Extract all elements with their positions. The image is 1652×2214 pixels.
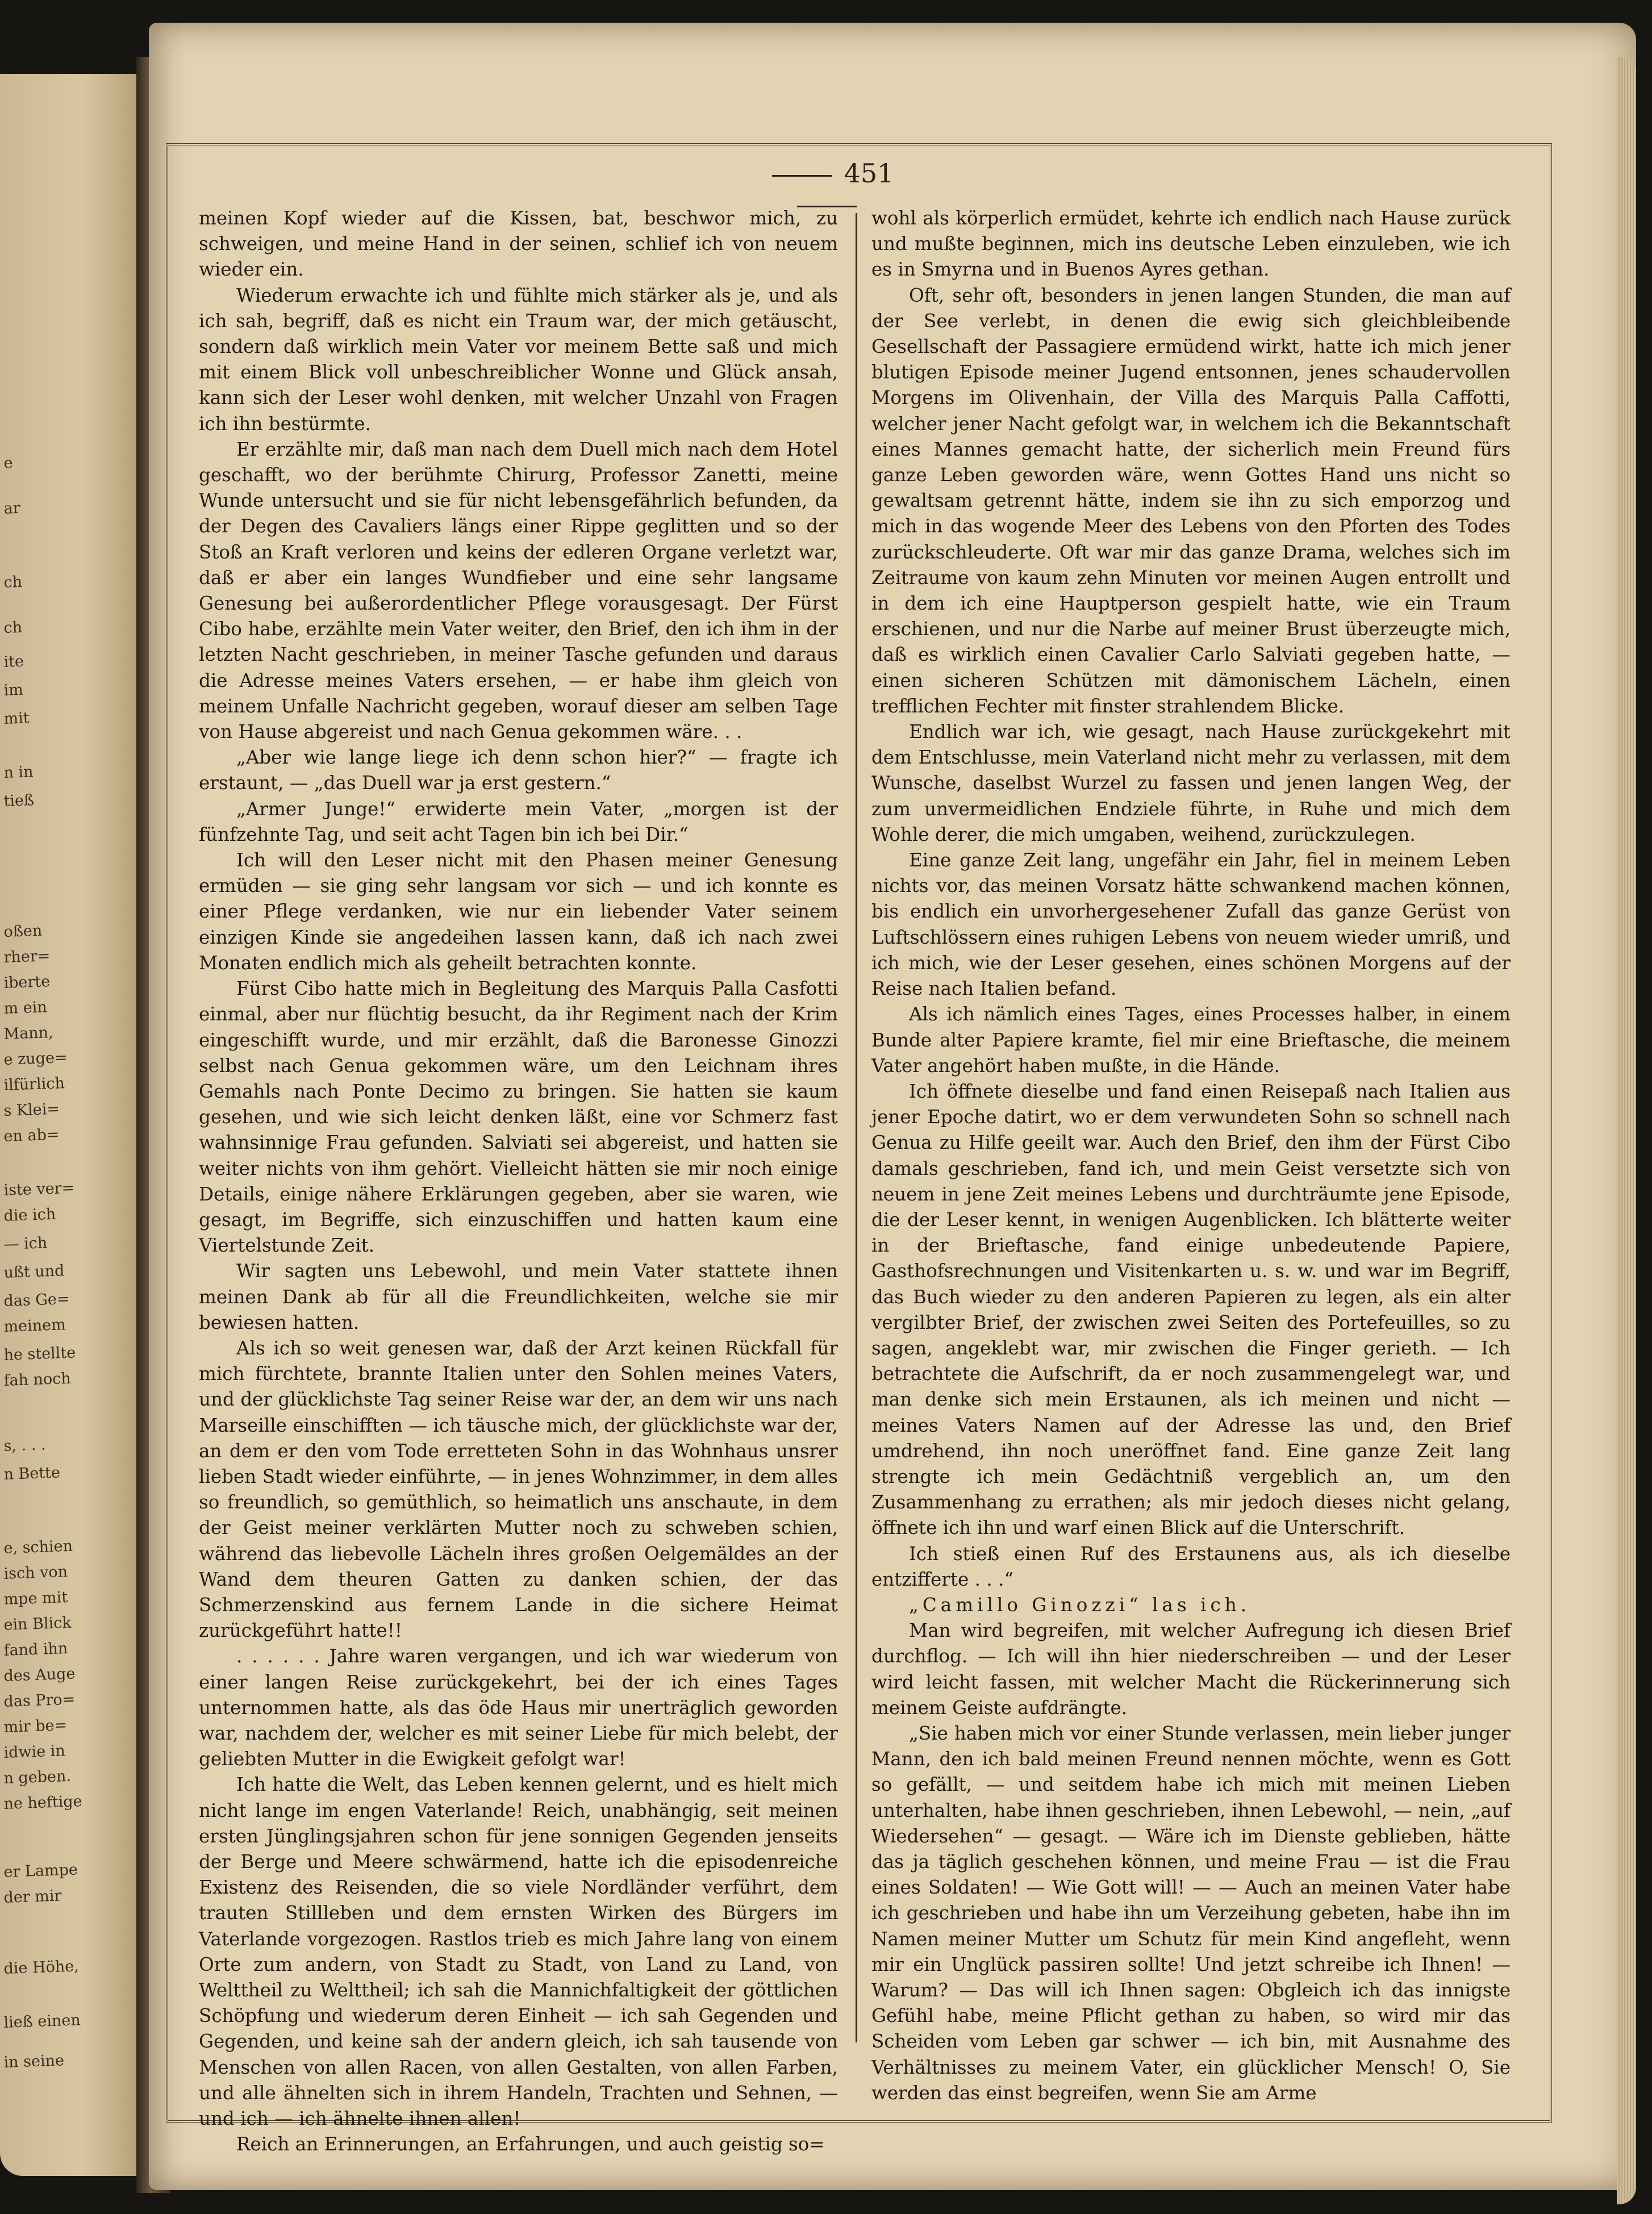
left-page-text-fragment: ch xyxy=(3,573,23,591)
left-page-text-fragment: mir be= xyxy=(3,1716,68,1736)
left-page-text-fragment: e zuge= xyxy=(3,1049,68,1069)
left-page-text-fragment: fah noch xyxy=(3,1369,72,1390)
left-page-text-fragment: in seine xyxy=(3,2052,65,2071)
paragraph: Als ich nämlich eines Tages, eines Processes halber, in einem Bunde alter Papiere kramte, fiel mir eine Brieftasche, die meinem Vater angehört haben mußte, in die Hände. xyxy=(871,1003,1511,1077)
left-page-text-fragment: ite xyxy=(3,652,24,671)
left-page-text-fragment: des Auge xyxy=(3,1665,76,1685)
left-page-text-fragment: meinem xyxy=(3,1316,66,1336)
left-page-text-fragment: — ich xyxy=(3,1234,48,1253)
left-page-text-fragment: ch xyxy=(3,618,23,637)
paragraph: Wiederum erwachte ich und fühlte mich stärker als je, und als ich sah, begriff, daß es nicht ein Traum war, der mich getäuscht, sondern daß wirklich mein Vater vor meinem Bette saß und mich mit einem Blick voll unbeschreiblicher Wonne und Glück ansah, kann sich der Leser wohl denken, mit welcher Unzahl von Fragen ich ihn bestürmte. xyxy=(199,284,838,435)
left-page-text-fragment: ilfürlich xyxy=(3,1074,65,1094)
left-page-text-fragment: isch von xyxy=(3,1563,68,1583)
left-page-text-fragment: iberte xyxy=(3,973,51,992)
column-divider xyxy=(856,213,857,2042)
left-page-text-fragment: n in xyxy=(3,763,34,782)
paragraph: Ich öffnete dieselbe und fand einen Reisepaß nach Italien aus jener Epoche datirt, wo er dem verwundeten Sohn so schnell nach Genua zu Hilfe geeilt war. Auch den Brief, den ihm der Fürst Cibo damals geschrieben, fand ich, und mein Geist versetzte sich von neuem in jene Zeit meines Lebens und durchträumte jene Episode, die der Leser kennt, in wenigen Augenblicken. Ich blätterte weiter in der Brieftasche, fand einige unbedeutende Papiere, Gasthofsrechnungen und Visitenkarten u. s. w. und war im Begriff, das Buch wieder zu den anderen Papieren zu legen, als ein alter vergilbter Brief, der zwischen zwei Seiten des Portefeuilles, so zu sagen, angeklebt war, mir zwischen die Finger gerieth. — Ich betrachtete die Aufschrift, da er noch zusammengelegt war, und man denke sich mein Erstaunen, als ich meinen und nicht — meines Vaters Namen auf der Adresse las und, den Brief umdrehend, ihn noch uneröffnet fand. Eine ganze Zeit lang strengte ich mein Gedächtniß vergeblich an, um den Zusammenhang zu errathen; als mir jedoch dieses nicht gelang, öffnete ich ihn und warf einen Blick auf die Unterschrift. xyxy=(871,1080,1511,1539)
paragraph: Endlich war ich, wie gesagt, nach Hause zurückgekehrt mit dem Entschlusse, mein Vaterland nicht mehr zu verlassen, mit dem Wunsche, daselbst Wurzel zu fassen und jenen langen Weg, der zum unvermeidlichen Endziele führte, in Ruhe und mich dem Wohle derer, die mich umgaben, weihend, zurückzulegen. xyxy=(871,721,1511,845)
left-page-text-fragment: ein Blick xyxy=(3,1613,72,1634)
left-page-text-fragment: ne heftige xyxy=(3,1792,83,1813)
left-page-text-fragment: mit xyxy=(3,709,30,728)
paragraph: Ich will den Leser nicht mit den Phasen meiner Genesung ermüden — sie ging sehr langsam vor sich — und ich konnte es einer Pflege verdanken, wie nur ein liebender Vater seinem einzigen Kinde sie angedeihen lassen kann, daß ich nach zwei Monaten endlich mich als geheilt betrachten konnte. xyxy=(199,849,838,974)
paragraph: „Camillo Ginozzi“ las ich. xyxy=(909,1594,1251,1616)
paragraph: meinen Kopf wieder auf die Kissen, bat, beschwor mich, zu schweigen, und meine Hand in der seinen, schlief ich von neuem wieder ein. xyxy=(199,207,838,281)
left-page-text-fragment: das Ge= xyxy=(3,1290,70,1310)
left-page-text-fragment: e, schien xyxy=(3,1537,73,1557)
left-page-text-fragment: rher= xyxy=(3,947,51,966)
left-page-text-fragment: ußt und xyxy=(3,1262,65,1282)
left-page-text-fragment: oßen xyxy=(3,922,43,941)
left-page-text-fragment: das Pro= xyxy=(3,1690,76,1711)
left-page-text-fragment: n geben. xyxy=(3,1767,72,1787)
left-page-text-fragment: fand ihn xyxy=(3,1640,68,1660)
left-page-text-fragment: die ich xyxy=(3,1205,56,1225)
paragraph: Eine ganze Zeit lang, ungefähr ein Jahr, fiel in meinem Leben nichts vor, das meinen Vorsatz hätte schwankend machen können, bis endlich ein unvorhergesehener Zufall das ganze Gerüst von Luftschlössern eines ruhigen Lebens von neuem wieder umriß, und ich mich, wie der Leser gesehen, eines schönen Morgens auf der Reise nach Italien befand. xyxy=(871,849,1511,1000)
paragraph: Als ich so weit genesen war, daß der Arzt keinen Rückfall für mich fürchtete, brannte Italien unter den Sohlen meines Vaters, und der glücklichste Tag seiner Reise war der, an dem wir uns nach Marseille einschifften — ich täusche mich, der glücklichste war der, an dem er den vom Tode erretteten Sohn in das Wohnhaus unsrer lieben Stadt wieder einführte, — in jenes Wohnzimmer, in dem alles so freundlich, so gemüthlich, so heimatlich uns anschaute, in dem der Geist meiner verklärten Mutter noch zu schweben schien, während das liebevolle Lächeln ihres großen Oelgemäldes an der Wand dem theuren Gatten zu danken schien, der das Schmerzenskind aus fernem Lande in die sichere Heimat zurückgeführt hatte!! xyxy=(199,1337,838,1642)
header-rule-left xyxy=(772,175,832,177)
left-page-text-fragment: im xyxy=(3,681,24,699)
left-page-text-fragment: m ein xyxy=(3,998,48,1018)
paragraph: „Sie haben mich vor einer Stunde verlassen, mein lieber junger Mann, den ich bald meinen Freund nennen möchte, wenn es Gott so gefällt, — und seitdem habe ich mich mit meinen Lieben unterhalten, habe ihnen geschrieben, ihnen Lebewohl, — nein, „auf Wiedersehen“ — gesagt. — Wäre ich im Dienste geblieben, hätte das ja täglich geschehen können, und meine Frau — ist die Frau eines Soldaten! — Wie Gott will! — — Auch an meinen Vater habe ich geschrieben und habe ihn um Verzeihung gebeten, habe ihn im Namen meiner Mutter um Schutz für mein Kind angefleht, wenn mir ein Unglück passiren sollte! Und jetzt schreibe ich Ihnen! — Warum? — Das will ich Ihnen sagen: Obgleich ich das innigste Gefühl habe, meine Pflicht gethan zu haben, so wird mir das Scheiden vom Leben gar schwer — ich bin, mit Ausnahme des Verhältnisses zu meinem Vater, ein glücklicher Mensch! O, Sie werden das einst begreifen, wenn Sie am Arme xyxy=(871,1722,1511,2104)
paragraph: Fürst Cibo hatte mich in Begleitung des Marquis Palla Casfotti einmal, aber nur flüchtig besucht, da ihr Regiment nach der Krim eingeschifft wurde, und mir erzählt, daß die Baronesse Ginozzi selbst nach Genua gekommen wäre, um den Leichnam ihres Gemahls nach Ponte Decimo zu bringen. Sie hatten sie kaum gesehen, und wie sich leicht denken läßt, eine vor Schmerz fast wahnsinnige Frau gefunden. Salviati sei abgereist, und hatten sie weiter nichts von ihm gehört. Vielleicht hätten sie mir noch einige Details, einige nähere Erklärungen gegeben, aber sie waren, wie gesagt, im Begriffe, sich einzuschiffen und hatten kaum eine Viertelstunde Zeit. xyxy=(199,978,838,1257)
paragraph: . . . . . . Jahre waren vergangen, und ich war wiederum von einer langen Reise zurückgekehrt, bei der ich eines Tages unternommen hatte, als das öde Haus mir unerträglich geworden war, nachdem der, welcher es mit seiner Liebe für mich belebt, der geliebten Mutter in die Ewigkeit gefolgt war! xyxy=(199,1645,838,1770)
left-page-text-fragment: idwie in xyxy=(3,1742,66,1762)
paragraph: Ich hatte die Welt, das Leben kennen gelernt, und es hielt mich nicht lange im engen Vaterlande! Reich, unabhängig, seit meinen ersten Jünglingsjahren schon für jene sonnigen Gegenden jenseits der Berge und Meere schwärmend, hatte ich die episodenreiche Existenz des Reisenden, die so viele Nordländer verführt, dem trauten Stillleben und dem ernsten Wirken des Bürgers im Vaterlande vorgezogen. Rastlos trieb es mich Jahre lang von einem Orte zum andern, von Stadt zu Stadt, von Land zu Land, von Welttheil zu Welttheil; ich sah die Mannichfaltigkeit der göttlichen Schöpfung und wiederum deren Einheit — ich sah Gegenden und Gegenden, und keine sah der andern gleich, ich sah tausende von Menschen von allen Racen, von allen Gestalten, von allen Farben, und alle ähnelten sich in ihrem Handeln, Trachten und Sehnen, — und ich — ich ähnelte ihnen allen! xyxy=(199,1774,838,2130)
paragraph: „Aber wie lange liege ich denn schon hier?“ — fragte ich erstaunt, — „das Duell war ja erst gestern.“ xyxy=(199,747,838,794)
paragraph: Er erzählte mir, daß man nach dem Duell mich nach dem Hotel geschafft, wo der berühmte Chirurg, Professor Zanetti, meine Wunde untersucht und sie für nicht lebensgefährlich befunden, da der Degen des Cavaliers längs einer Rippe geglitten und so der Stoß an Kraft verloren und keins der edleren Organe verletzt war, daß er aber ein langes Wundfieber und eine sehr langsame Genesung bei außerordentlicher Pflege vorausgesagt. Der Fürst Cibo habe, erzählte mein Vater weiter, den Brief, den ich ihm in der letzten Nacht geschrieben, in meiner Tasche gefunden und daraus die Adresse meines Vaters ersehen, — er habe ihm gleich von meinem Unfalle Nachricht gegeben, worauf dieser am selben Tage von Hause abgereist und nach Genua gekommen wäre. . . xyxy=(199,438,838,743)
left-page-text-fragment: mpe mit xyxy=(3,1588,68,1608)
paragraph: Ich stieß einen Ruf des Erstaunens aus, als ich dieselbe entzifferte . . .“ xyxy=(871,1542,1511,1590)
left-page-text-fragment: ließ einen xyxy=(3,2011,81,2032)
left-page-text-fragment: en ab= xyxy=(3,1125,60,1145)
left-page-text-fragment: s Klei= xyxy=(3,1100,60,1120)
paragraph: „Armer Junge!“ erwiderte mein Vater, „morgen ist der fünfzehnte Tag, und seit acht Tagen bin ich bei Dir.“ xyxy=(199,798,838,845)
left-page-text-fragment: die Höhe, xyxy=(3,1957,80,1978)
paragraph: Man wird begreifen, mit welcher Aufregung ich diesen Brief durchflog. — Ich will ihn hier niederschreiben — und der Leser wird leicht fassen, mit welcher Macht die Rückerinnerung sich meinem Geiste aufdrängte. xyxy=(871,1620,1511,1719)
paragraph: Wir sagten uns Lebewohl, und mein Vater stattete ihnen meinen Dank ab für all die Freundlichkeiten, welche sie mir bewiesen hatten. xyxy=(199,1260,838,1333)
paragraph: Reich an Erinnerungen, an Erfahrungen, und auch geistig so= xyxy=(236,2133,825,2155)
text-column-left xyxy=(199,206,838,2157)
left-page-text-fragment: tieß xyxy=(3,791,35,810)
left-page-text-fragment: n Bette xyxy=(3,1464,61,1483)
left-page-text-fragment: e xyxy=(3,454,14,472)
paragraph: Oft, sehr oft, besonders in jenen langen Stunden, die man auf der See verlebt, in denen die ewig sich gleichbleibende Gesellschaft der Passagiere ermüdend wirkt, hatte ich mich jener blutigen Episode meiner Jugend entsonnen, jenes schaudervollen Morgens im Olivenhain, der Villa des Marquis Palla Caffotti, welcher jener Nacht gefolgt war, in welchem ich die Bekanntschaft eines Mannes gemacht hatte, der sicherlich mein Freund fürs ganze Leben geworden wäre, wenn Gottes Hand uns nicht so gewaltsam getrennt hätte, indem sie ihn zu sich emporzog und mich in das wogende Meer des Lebens von den Pforten des Todes zurückschleuderte. Oft war mir das ganze Drama, welches sich im Zeitraume von kaum zehn Minuten vor meinen Augen entrollt und in dem ich eine Hauptperson gespielt hatte, wie ein Traum erschienen, und nur die Narbe auf meiner Brust überzeugte mich, daß es wirklich einen Cavalier Carlo Salviati gegeben hatte, — einen sicheren Schützen mit dämonischem Lächeln, einen trefflichen Fechter mit finster strahlendem Blicke. xyxy=(871,284,1511,717)
left-page-text-fragment: ar xyxy=(3,499,21,518)
left-page-text-fragment: Mann, xyxy=(3,1023,54,1043)
left-page-text-fragment: der mir xyxy=(3,1887,62,1907)
left-page-text-fragment: s, . . . xyxy=(3,1436,46,1455)
left-page-edge xyxy=(0,74,151,2176)
left-page-text-fragment: er Lampe xyxy=(3,1861,78,1881)
paragraph: wohl als körperlich ermüdet, kehrte ich endlich nach Hause zurück und mußte beginnen, mich ins deutsche Leben einzuleben, wie ich es in Smyrna und in Buenos Ayres gethan. xyxy=(871,207,1511,281)
page-number-text: 451 xyxy=(844,158,894,189)
left-page-text-fragment: he stellte xyxy=(3,1344,76,1364)
page-edges xyxy=(1617,57,1636,2204)
left-page-text-fragment: iste ver= xyxy=(3,1179,75,1199)
text-column-right xyxy=(871,206,1511,2106)
